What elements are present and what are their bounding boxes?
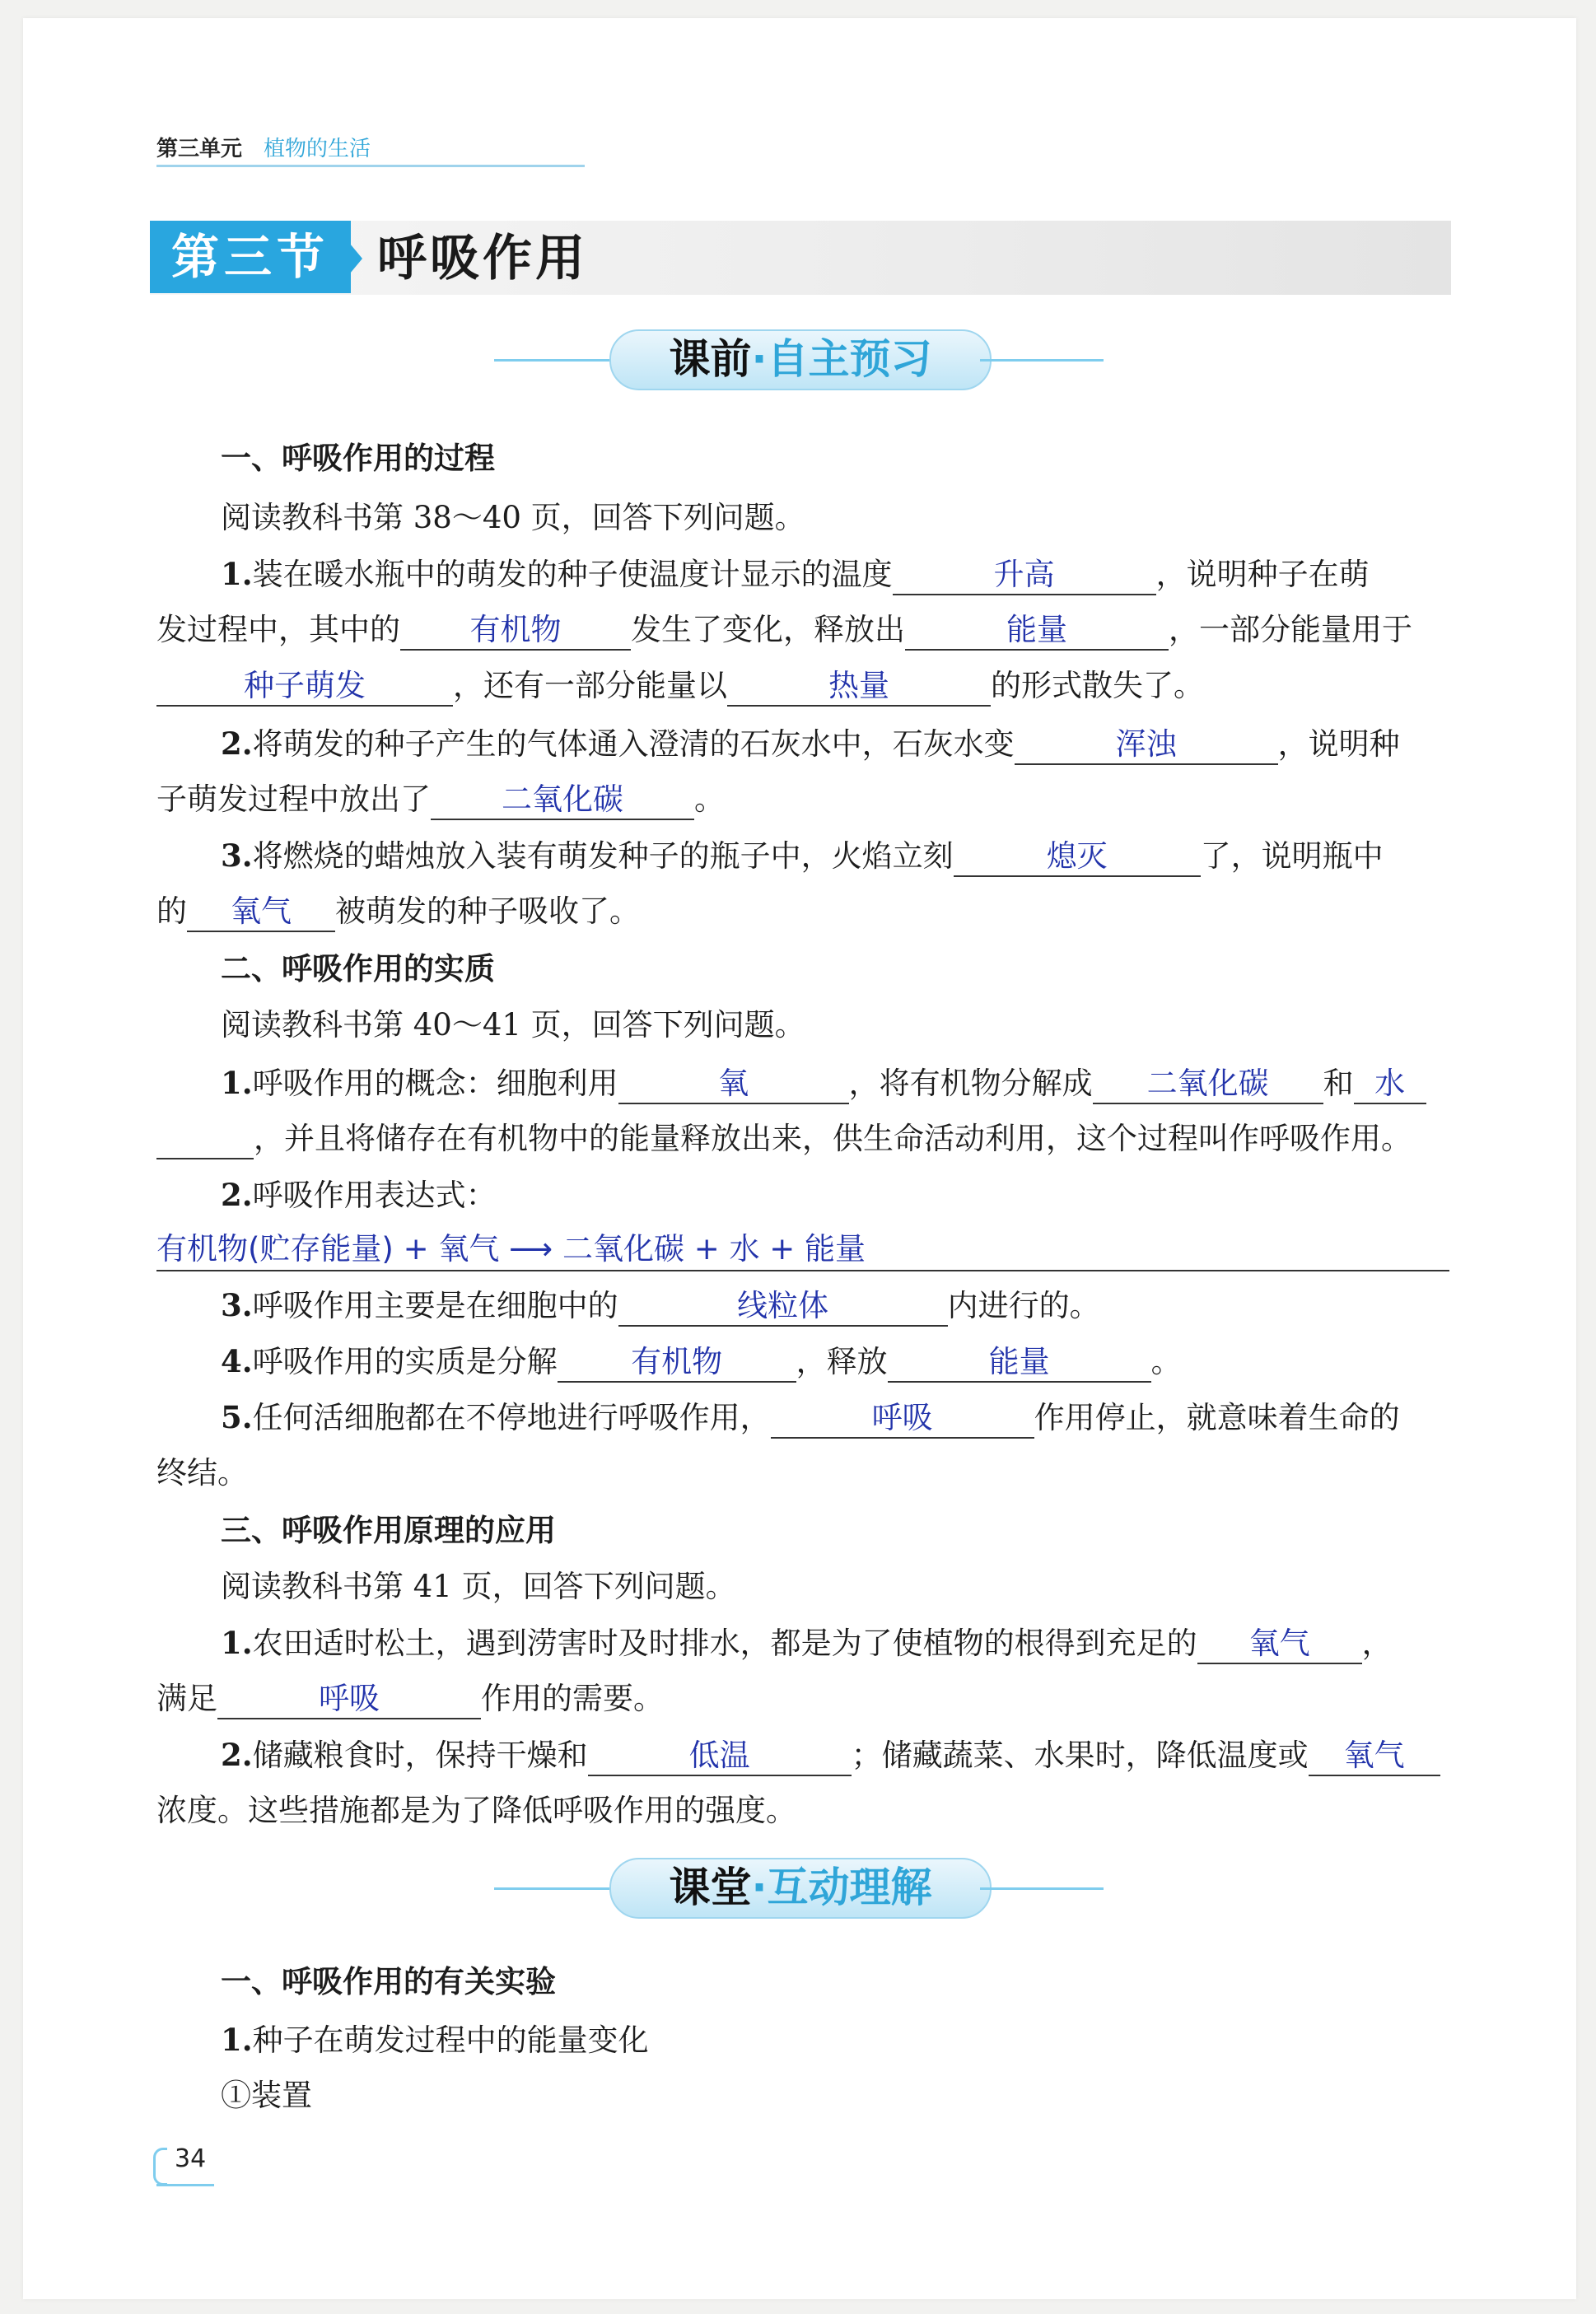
q-text: 的	[156, 893, 187, 929]
q-num: 2.	[221, 1737, 253, 1773]
q-text: 终结。	[156, 1455, 248, 1491]
running-header	[156, 132, 371, 168]
answer-blank: 二氧化碳	[431, 781, 694, 820]
answer-blank: 能量	[905, 611, 1169, 651]
q-text: 。	[694, 781, 725, 817]
answer-blank: 线粒体	[618, 1287, 948, 1327]
banner-line-right	[980, 359, 1104, 362]
banner-line-right	[980, 1887, 1104, 1890]
answer-blank: 热量	[727, 667, 991, 707]
q-text: ，还有一部分能量以	[453, 668, 727, 703]
question-row	[156, 1678, 664, 1719]
question-row	[221, 2019, 649, 2061]
q-text: 浓度。这些措施都是为了降低呼吸作用的强度。	[156, 1793, 796, 1828]
q-text: 被萌发的种子吸收了。	[335, 893, 640, 929]
question-row	[156, 609, 1412, 651]
q-text: 呼吸作用的实质是分解	[252, 1344, 558, 1379]
banner-badge	[609, 329, 992, 390]
question-row	[221, 1341, 1182, 1383]
read-instruction: 阅读教科书第 40～41 页，回答下列问题。	[221, 1007, 805, 1043]
answer-blank: 升高	[893, 556, 1156, 595]
q-num: 1.	[221, 2022, 253, 2058]
q-text: 种子在萌发过程中的能量变化	[252, 2022, 649, 2058]
question-row	[221, 835, 1384, 877]
question-row	[221, 553, 1370, 595]
heading-essence: 二、呼吸作用的实质	[221, 951, 495, 987]
question-row	[221, 1174, 497, 1216]
q-text: 呼吸作用主要是在细胞中的	[252, 1288, 618, 1323]
q-text: 作用的需要。	[481, 1681, 664, 1716]
q-text: ，将有机物分解成	[848, 1066, 1093, 1101]
read-instruction: 阅读教科书第 41 页，回答下列问题。	[221, 1569, 736, 1604]
question-row	[156, 891, 640, 932]
answer-blank: 有机物	[400, 611, 631, 651]
q-text: ；储藏蔬菜、水果时，降低温度或	[851, 1738, 1309, 1773]
q-text: 将燃烧的蜡烛放入装有萌发种子的瓶子中，火焰立刻	[252, 838, 954, 874]
banner-part1: 课前	[669, 335, 752, 383]
banner-line-left	[494, 1887, 618, 1890]
q-text: 。	[1150, 1344, 1182, 1379]
q-text: ，释放	[796, 1344, 888, 1379]
answer-blank: 氧气	[1197, 1625, 1362, 1664]
question-row	[221, 1397, 1400, 1439]
read-instruction: 阅读教科书第 38～40 页，回答下列问题。	[221, 500, 805, 535]
q-text: ，说明种	[1277, 726, 1400, 762]
answer-blank: 有机物	[558, 1343, 796, 1383]
q-text: 发生了变化，释放出	[631, 612, 905, 647]
sub-item: ①装置	[221, 2078, 312, 2113]
answer-blank: 氧气	[1309, 1737, 1440, 1776]
heading-process: 一、呼吸作用的过程	[221, 441, 495, 476]
q-text: ，并且将储存在有机物中的能量释放出来，供生命活动利用，这个过程叫作呼吸作用。	[254, 1121, 1412, 1156]
question-row	[221, 1734, 1440, 1776]
question-row	[221, 723, 1400, 765]
q-num: 1.	[221, 1065, 253, 1101]
q-num: 4.	[221, 1343, 253, 1379]
q-text: 的形式散失了。	[991, 668, 1204, 703]
q-text: ，一部分能量用于	[1169, 612, 1412, 647]
q-num: 2.	[221, 1177, 253, 1213]
header-rule	[156, 165, 585, 167]
q-num: 1.	[221, 556, 253, 592]
q-num: 3.	[221, 1287, 253, 1323]
answer-blank: 水	[1354, 1065, 1426, 1104]
question-row	[156, 779, 725, 820]
q-text: 子萌发过程中放出了	[156, 781, 431, 817]
question-row	[221, 1285, 1100, 1327]
question-row	[156, 1118, 1412, 1159]
q-text: 呼吸作用的概念：细胞利用	[252, 1066, 618, 1101]
q-text: 任何活细胞都在不停地进行呼吸作用，	[252, 1400, 771, 1435]
page-number: 34	[175, 2144, 207, 2173]
q-text: 满足	[156, 1681, 217, 1716]
question-row	[156, 1453, 248, 1494]
answer-blank: 氧	[618, 1065, 849, 1104]
banner-part1: 课堂	[669, 1864, 752, 1911]
q-text: 农田适时松土，遇到涝害时及时排水，都是为了使植物的根得到充足的	[252, 1626, 1197, 1661]
heading-application: 三、呼吸作用原理的应用	[221, 1513, 556, 1548]
banner-dot: ·	[751, 335, 768, 383]
q-text: ，	[1361, 1626, 1393, 1661]
q-num: 2.	[221, 725, 253, 762]
q-text: 内进行的。	[947, 1288, 1100, 1323]
answer-blank: 二氧化碳	[1093, 1065, 1323, 1104]
section-number-box: 第三节	[150, 221, 351, 293]
q-text: 作用停止，就意味着生命的	[1034, 1400, 1400, 1435]
banner-preview	[494, 329, 1104, 387]
page-number-rule	[156, 2184, 214, 2186]
answer-blank: 浑浊	[1015, 725, 1278, 765]
banner-badge	[609, 1858, 992, 1919]
q-text: ，说明种子在萌	[1155, 557, 1370, 592]
answer-blank: 低温	[588, 1737, 852, 1776]
question-row	[156, 665, 1204, 707]
section-arrow	[346, 239, 362, 278]
q-text: 将萌发的种子产生的气体通入澄清的石灰水中，石灰水变	[252, 726, 1015, 762]
q-num: 5.	[221, 1399, 253, 1435]
banner-line-left	[494, 359, 618, 362]
q-text: 了，说明瓶中	[1200, 838, 1384, 874]
respiration-formula: 有机物(贮存能量) + 氧气 ⟶ 二氧化碳 + 水 + 能量	[156, 1229, 1449, 1271]
banner-part2: 互动理解	[767, 1864, 932, 1911]
topic-label: 植物的生活	[264, 137, 371, 161]
heading-experiments: 一、呼吸作用的有关实验	[221, 1964, 556, 1999]
q-text: 储藏粮食时，保持干燥和	[252, 1738, 588, 1773]
q-text: 和	[1323, 1066, 1354, 1101]
answer-blank: 熄灭	[954, 837, 1201, 877]
answer-blank: 种子萌发	[156, 667, 453, 707]
section-title: 呼吸作用	[377, 230, 588, 287]
answer-blank: 呼吸	[217, 1680, 481, 1719]
answer-blank-continued	[156, 1158, 254, 1159]
answer-blank: 能量	[888, 1343, 1151, 1383]
q-text: 呼吸作用表达式：	[252, 1178, 497, 1213]
unit-label: 第三单元	[156, 137, 243, 161]
q-text: 发过程中，其中的	[156, 612, 400, 647]
question-row	[156, 1790, 796, 1831]
question-row	[221, 1622, 1393, 1664]
answer-blank: 氧气	[187, 893, 335, 932]
question-row	[221, 1062, 1426, 1104]
q-text: 装在暖水瓶中的萌发的种子使温度计显示的温度	[252, 557, 893, 592]
banner-classroom	[494, 1858, 1104, 1915]
q-num: 3.	[221, 837, 253, 874]
answer-blank: 呼吸	[771, 1399, 1034, 1439]
banner-part2: 自主预习	[767, 335, 932, 383]
banner-dot: ·	[751, 1864, 768, 1911]
q-num: 1.	[221, 1625, 253, 1661]
